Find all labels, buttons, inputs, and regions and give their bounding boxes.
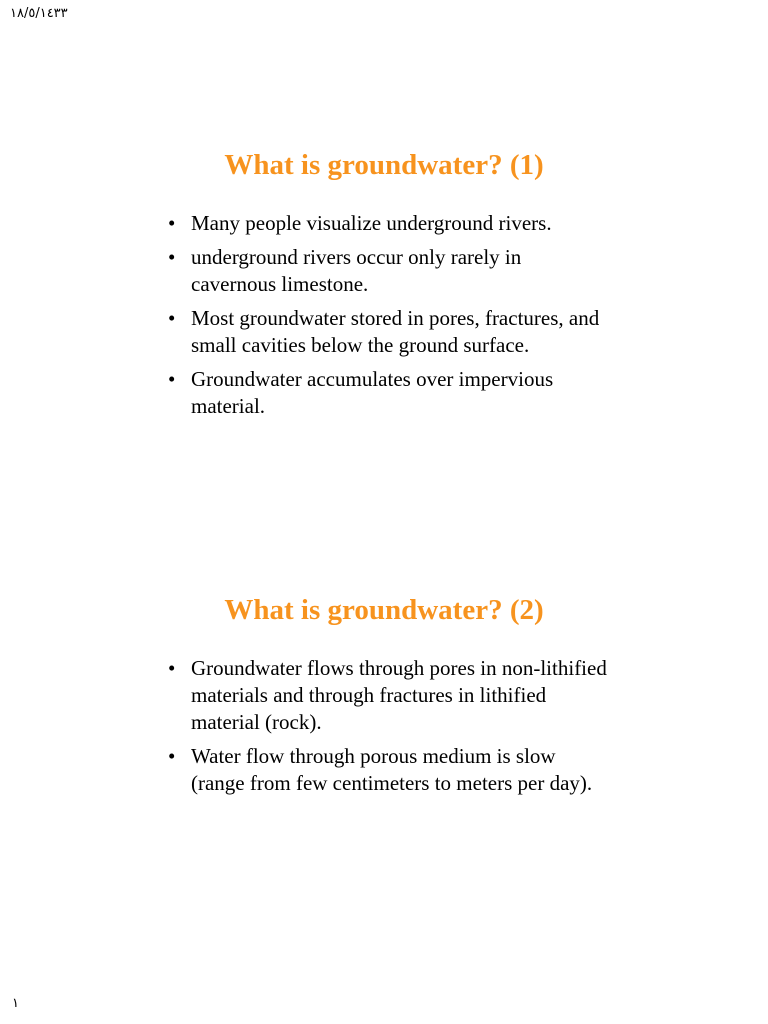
bullet-icon: • [168,656,176,680]
bullet-icon: • [168,306,176,330]
bullet-list [168,210,608,427]
bullet-text: Most groundwater stored in pores, fractures, and small cavities below the ground surface. [191,306,600,357]
slide-1 [0,147,768,418]
bullet-item [168,743,608,797]
bullet-text: Water flow through porous medium is slow (range from few centimeters to meters per day). [191,744,593,795]
bullet-item [168,366,608,420]
bullet-icon: • [168,367,176,391]
slide-2 [0,592,768,795]
slide-title: What is groundwater? (1) [224,149,544,181]
date-stamp: ١٨/٥/١٤٣٣ [10,6,68,21]
bullet-text: underground rivers occur only rarely in cavernous limestone. [191,245,522,296]
bullet-text: Many people visualize underground rivers. [191,211,552,235]
bullet-item [168,210,608,237]
bullet-icon: • [168,245,176,269]
bullet-item [168,305,608,359]
bullet-item [168,655,608,736]
bullet-icon: • [168,211,176,235]
bullet-item [168,244,608,298]
bullet-icon: • [168,744,176,768]
page-number: ١ [12,996,19,1011]
slide-title: What is groundwater? (2) [224,594,544,626]
bullet-text: Groundwater accumulates over impervious material. [191,367,554,418]
bullet-text: Groundwater flows through pores in non-lithified materials and through fractures in lithified material (rock). [191,656,607,734]
bullet-list [168,655,608,804]
